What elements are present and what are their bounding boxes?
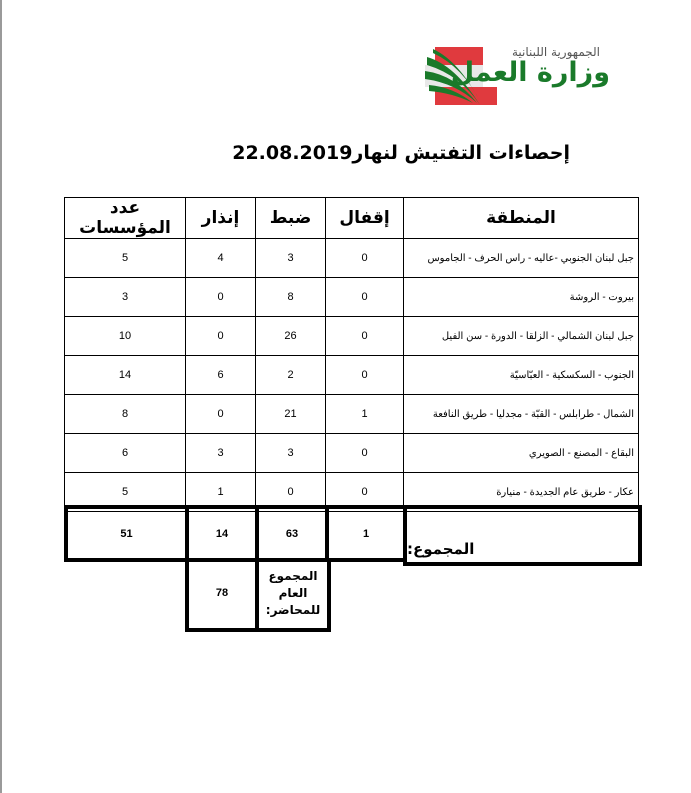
totals-seizure: 63 [255, 505, 329, 562]
page-title: إحصاءات التفتيش لنهار22.08.2019 [232, 142, 570, 164]
table-row [65, 317, 639, 356]
cell-establishments: 14 [65, 356, 186, 395]
cell-establishments: 6 [65, 434, 186, 473]
cell-closure: 0 [326, 317, 404, 356]
cell-warning: 0 [186, 278, 256, 317]
cell-warning: 6 [186, 356, 256, 395]
totals-row [64, 505, 638, 558]
cell-closure: 0 [326, 239, 404, 278]
cell-establishments: 8 [65, 395, 186, 434]
ministry-logo [425, 45, 610, 110]
cell-region: جبل لبنان الشمالي - الزلقا - الدورة - سن الفيل [404, 317, 639, 356]
cell-closure: 0 [326, 278, 404, 317]
logo-republic-text: الجمهورية اللبنانية [511, 45, 600, 59]
cell-warning: 1 [186, 473, 256, 512]
cell-warning: 0 [186, 395, 256, 434]
totals-warning: 14 [185, 505, 259, 562]
table-row [65, 278, 639, 317]
page-left-edge [0, 0, 2, 793]
cell-warning: 3 [186, 434, 256, 473]
cell-seizure: 0 [256, 473, 326, 512]
cell-establishments: 10 [65, 317, 186, 356]
header-seizure: ضبط [256, 198, 326, 239]
header-warning: إنذار [186, 198, 256, 239]
inspection-stats-table [64, 197, 639, 512]
cell-closure: 0 [326, 356, 404, 395]
totals-closure: 1 [325, 505, 407, 562]
header-region: المنطقة [404, 198, 639, 239]
cell-closure: 1 [326, 395, 404, 434]
logo-ministry-text: وزارة العمل [450, 57, 610, 88]
cell-region: بيروت - الروشة [404, 278, 639, 317]
cell-seizure: 26 [256, 317, 326, 356]
table-row [65, 356, 639, 395]
cell-establishments: 5 [65, 239, 186, 278]
cell-warning: 0 [186, 317, 256, 356]
cell-establishments: 3 [65, 278, 186, 317]
cell-warning: 4 [186, 239, 256, 278]
cell-seizure: 3 [256, 434, 326, 473]
cell-seizure: 21 [256, 395, 326, 434]
cell-closure: 0 [326, 473, 404, 512]
cell-region: الشمال - طرابلس - القبّة - مجدليا - طريق النافعة [404, 395, 639, 434]
cell-region: عكار - طريق عام الجديدة - منيارة [404, 473, 639, 512]
cell-region: البقاع - المصنع - الصويري [404, 434, 639, 473]
table-row [65, 239, 639, 278]
table-header-row [65, 198, 639, 239]
cell-seizure: 3 [256, 239, 326, 278]
cell-region: جبل لبنان الجنوبي -عاليه - راس الحرف - الجاموس [404, 239, 639, 278]
table-row [65, 434, 639, 473]
totals-label: المجموع: [403, 505, 642, 566]
header-establishments: عدد المؤسسات [65, 198, 186, 239]
grand-total-label: المجموع العام للمحاضر: [255, 558, 331, 632]
cell-seizure: 8 [256, 278, 326, 317]
cell-region: الجنوب - السكسكية - العبّاسيّة [404, 356, 639, 395]
totals-establishments: 51 [64, 505, 189, 562]
cell-seizure: 2 [256, 356, 326, 395]
table-row [65, 395, 639, 434]
cell-establishments: 5 [65, 473, 186, 512]
cell-closure: 0 [326, 434, 404, 473]
grand-total-value: 78 [185, 558, 259, 632]
header-closure: إقفال [326, 198, 404, 239]
